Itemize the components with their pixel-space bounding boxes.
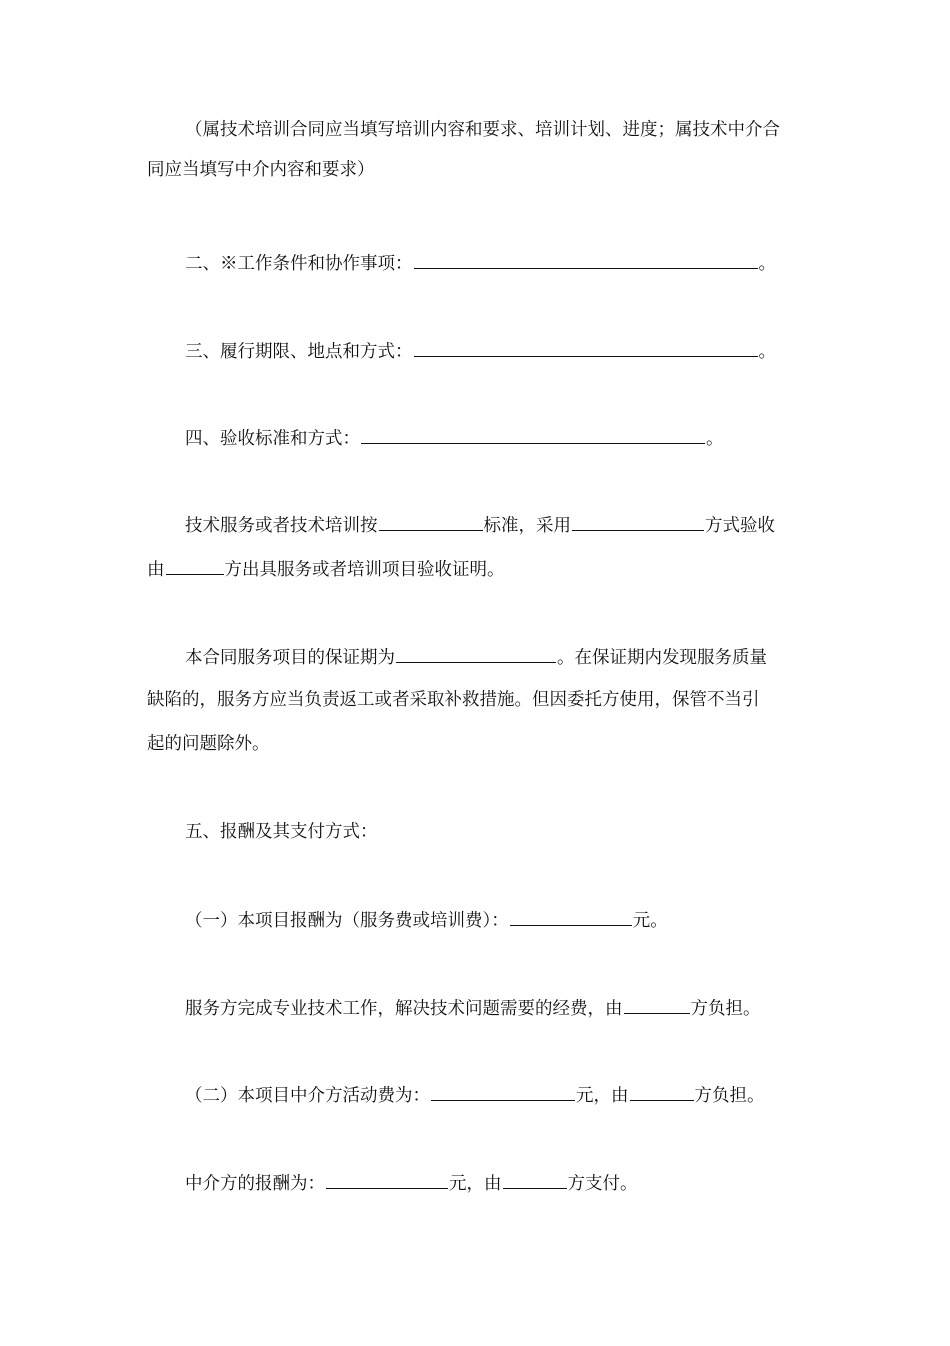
acceptance-line-2: 由 方出具服务或者培训项目验收证明。 <box>147 556 505 582</box>
section-3-label: 三、履行期限、地点和方式： <box>185 342 413 362</box>
note-line-2: 同应当填写中介内容和要求） <box>147 160 375 180</box>
work-conditions-blank[interactable] <box>414 250 758 269</box>
section-2-label: 二、※工作条件和协作事项： <box>185 254 413 274</box>
standard-blank[interactable] <box>379 512 483 531</box>
fee-line: 中介方的报酬为： 元，由 方支付。 <box>185 1170 638 1196</box>
section-3: 三、履行期限、地点和方式： 。 <box>185 338 776 364</box>
warranty-period-blank[interactable] <box>396 644 556 663</box>
note-line-1: （属技术培训合同应当填写培训内容和要求、培训计划、进度；属技术中介合 <box>185 120 780 140</box>
cost-bearer-blank[interactable] <box>624 995 690 1014</box>
warranty-line-2: 缺陷的，服务方应当负责返工或者采取补救措施。但因委托方使用，保管不当引 <box>147 690 760 710</box>
section-2: 二、※工作条件和协作事项： 。 <box>185 250 776 276</box>
section-4-label: 四、验收标准和方式： <box>185 429 360 449</box>
item-2: （二）本项目中介方活动费为： 元，由 方负担。 <box>185 1082 765 1108</box>
certifying-party-blank[interactable] <box>166 556 224 575</box>
performance-terms-blank[interactable] <box>414 338 758 357</box>
section-4: 四、验收标准和方式： 。 <box>185 425 724 451</box>
activity-fee-bearer-blank[interactable] <box>630 1082 694 1101</box>
cost-line: 服务方完成专业技术工作，解决技术问题需要的经费，由 方负担。 <box>185 995 761 1021</box>
method-blank[interactable] <box>572 512 704 531</box>
activity-fee-blank[interactable] <box>431 1082 575 1101</box>
intermediary-fee-payer-blank[interactable] <box>503 1170 567 1189</box>
section-5 <box>185 820 378 844</box>
item-1: （一）本项目报酬为（服务费或培训费）： 元。 <box>185 907 668 933</box>
acceptance-standard-blank[interactable] <box>361 425 705 444</box>
intermediary-fee-blank[interactable] <box>326 1170 448 1189</box>
warranty-line-1: 本合同服务项目的保证期为 。在保证期内发现服务质量 <box>185 644 767 670</box>
service-fee-blank[interactable] <box>510 907 632 926</box>
section-5-label: 五、报酬及其支付方式： <box>185 822 378 842</box>
warranty-line-3: 起的问题除外。 <box>147 734 270 754</box>
acceptance-line-1: 技术服务或者技术培训按 标准，采用 方式验收 <box>185 512 775 538</box>
